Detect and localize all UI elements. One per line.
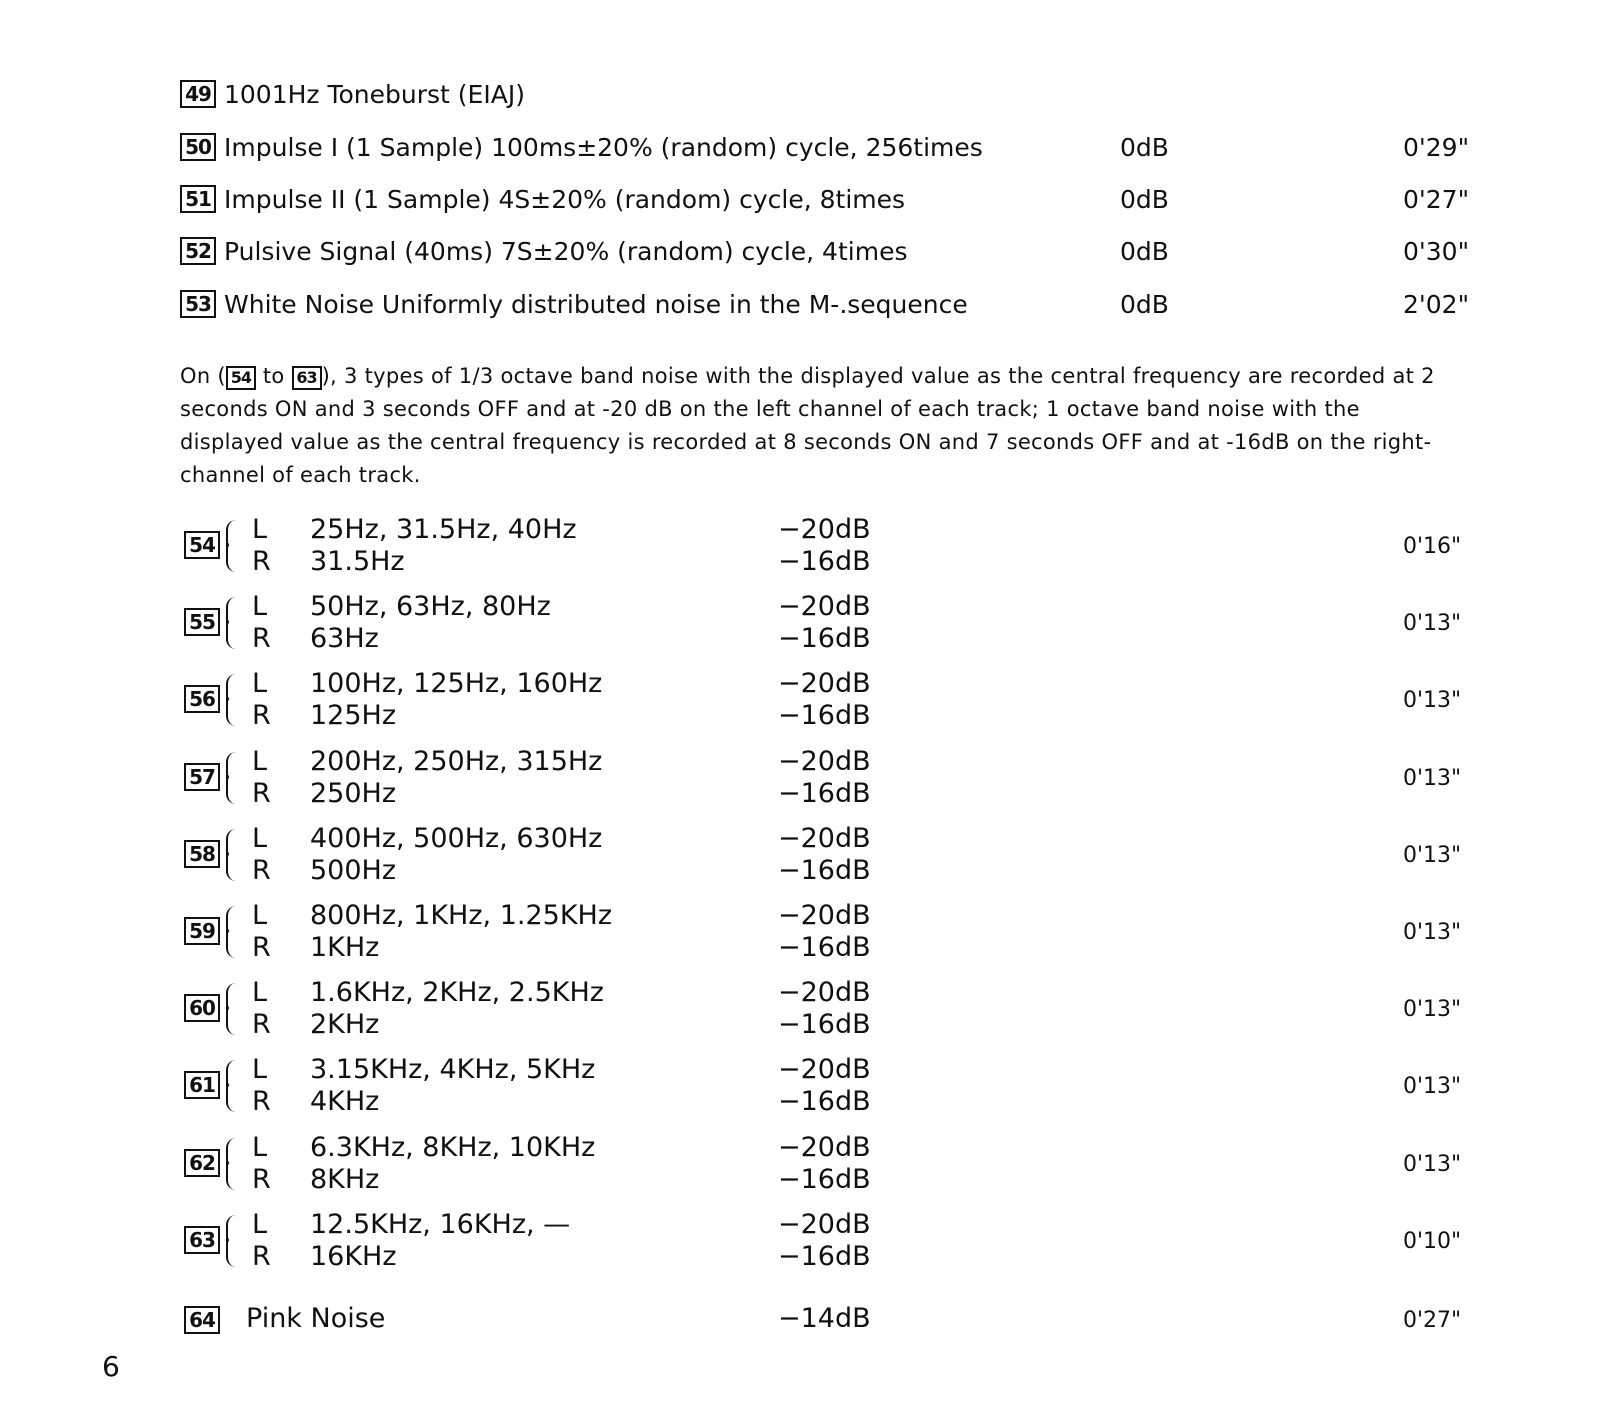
right-level: −16dB (778, 1086, 871, 1117)
track-number: 64 (184, 1306, 220, 1334)
track-number: 51 (180, 185, 216, 213)
band-item-59 (180, 900, 1460, 966)
right-level: −16dB (778, 1009, 871, 1040)
track-duration: 0'30" (1403, 237, 1470, 266)
track-ref-start: 54 (226, 366, 256, 390)
right-level: −16dB (778, 700, 871, 731)
right-level: −16dB (778, 546, 871, 577)
track-ref-end: 63 (292, 366, 322, 390)
left-frequencies: 800Hz, 1KHz, 1.25KHz (310, 900, 612, 931)
band-item-56 (180, 668, 1460, 734)
track-description: 1001Hz Toneburst (EIAJ) (224, 80, 525, 109)
left-channel-label: L (252, 977, 268, 1008)
right-frequency: 500Hz (310, 855, 397, 886)
right-level: −16dB (778, 1241, 871, 1272)
left-channel-label: L (252, 514, 268, 545)
track-number: 52 (180, 237, 216, 265)
left-channel-label: L (252, 900, 268, 931)
right-channel-label: R (252, 1009, 271, 1040)
track-number: 50 (180, 133, 216, 161)
track-number: 62 (184, 1149, 220, 1177)
brace-icon (226, 906, 236, 958)
track-duration: 0'13" (1403, 1074, 1462, 1099)
right-channel-label: R (252, 778, 271, 809)
band-item-62 (180, 1132, 1460, 1198)
track-description: Pink Noise (246, 1303, 386, 1334)
left-frequencies: 25Hz, 31.5Hz, 40Hz (310, 514, 577, 545)
left-channel-label: L (252, 591, 268, 622)
left-frequencies: 1.6KHz, 2KHz, 2.5KHz (310, 977, 604, 1008)
track-duration: 0'13" (1403, 920, 1462, 945)
left-frequencies: 200Hz, 250Hz, 315Hz (310, 746, 603, 777)
left-level: −20dB (778, 900, 871, 931)
track-number: 61 (184, 1071, 220, 1099)
track-number: 58 (184, 840, 220, 868)
left-level: −20dB (778, 591, 871, 622)
band-item-63 (180, 1209, 1460, 1275)
right-frequency: 250Hz (310, 778, 397, 809)
left-frequencies: 100Hz, 125Hz, 160Hz (310, 668, 603, 699)
right-level: −16dB (778, 1164, 871, 1195)
right-channel-label: R (252, 1241, 271, 1272)
track-duration: 2'02" (1403, 290, 1470, 319)
track-level: −14dB (778, 1303, 871, 1334)
paragraph-text: ), 3 types of 1/3 octave band noise with the displayed value as the central frequency are recorded at 2 seconds ON and 3 seconds OFF and at -20 dB on the left channel of each track; 1 octave band noise with the displayed value as the central frequency is recorded at 8 seconds ON and 7 seconds OFF and at -16dB on the right-channel of each track. (180, 364, 1435, 487)
left-level: −20dB (778, 1054, 871, 1085)
track-number: 60 (184, 994, 220, 1022)
track-level: 0dB (1120, 185, 1169, 214)
right-frequency: 125Hz (310, 700, 397, 731)
brace-icon (226, 1215, 236, 1267)
brace-icon (226, 674, 236, 726)
right-frequency: 31.5Hz (310, 546, 405, 577)
track-number: 49 (180, 80, 216, 108)
track-description: White Noise Uniformly distributed noise in the M-.sequence (224, 290, 968, 319)
right-channel-label: R (252, 1086, 271, 1117)
track-number: 57 (184, 763, 220, 791)
track-duration: 0'13" (1403, 688, 1462, 713)
brace-icon (226, 829, 236, 881)
track-item-51 (180, 183, 1470, 217)
track-level: 0dB (1120, 237, 1169, 266)
page-number: 6 (102, 1350, 120, 1383)
track-description: Impulse II (1 Sample) 4S±20% (random) cycle, 8times (224, 185, 906, 214)
right-channel-label: R (252, 1164, 271, 1195)
track-number: 59 (184, 917, 220, 945)
left-channel-label: L (252, 1209, 268, 1240)
right-channel-label: R (252, 700, 271, 731)
track-duration: 0'13" (1403, 1152, 1462, 1177)
right-frequency: 63Hz (310, 623, 379, 654)
band-item-61 (180, 1054, 1460, 1120)
brace-icon (226, 752, 236, 804)
left-level: −20dB (778, 1209, 871, 1240)
left-level: −20dB (778, 668, 871, 699)
track-description: Pulsive Signal (40ms) 7S±20% (random) cycle, 4times (224, 237, 908, 266)
track-level: 0dB (1120, 290, 1169, 319)
left-frequencies: 400Hz, 500Hz, 630Hz (310, 823, 603, 854)
track-number: 56 (184, 685, 220, 713)
right-channel-label: R (252, 546, 271, 577)
left-frequencies: 12.5KHz, 16KHz, — (310, 1209, 571, 1240)
brace-icon (226, 1138, 236, 1190)
left-level: −20dB (778, 823, 871, 854)
track-duration: 0'10" (1403, 1229, 1462, 1254)
track-duration: 0'13" (1403, 843, 1462, 868)
track-duration: 0'29" (1403, 133, 1470, 162)
left-level: −20dB (778, 514, 871, 545)
band-item-58 (180, 823, 1460, 889)
paragraph-prefix: On ( (180, 364, 226, 388)
explanation-paragraph (180, 360, 1440, 492)
brace-icon (226, 1060, 236, 1112)
brace-icon (226, 983, 236, 1035)
right-level: −16dB (778, 932, 871, 963)
track-duration: 0'27" (1403, 185, 1470, 214)
left-frequencies: 50Hz, 63Hz, 80Hz (310, 591, 551, 622)
track-number: 54 (184, 531, 220, 559)
right-level: −16dB (778, 778, 871, 809)
track-number: 53 (180, 290, 216, 318)
left-channel-label: L (252, 1054, 268, 1085)
track-number: 63 (184, 1226, 220, 1254)
left-frequencies: 3.15KHz, 4KHz, 5KHz (310, 1054, 596, 1085)
right-frequency: 16KHz (310, 1241, 397, 1272)
paragraph-middle: to (255, 364, 292, 388)
right-channel-label: R (252, 623, 271, 654)
right-level: −16dB (778, 623, 871, 654)
left-level: −20dB (778, 1132, 871, 1163)
track-description: Impulse I (1 Sample) 100ms±20% (random) cycle, 256times (224, 133, 983, 162)
left-frequencies: 6.3KHz, 8KHz, 10KHz (310, 1132, 596, 1163)
band-item-60 (180, 977, 1460, 1043)
left-level: −20dB (778, 746, 871, 777)
right-frequency: 1KHz (310, 932, 380, 963)
track-item-50 (180, 131, 1470, 165)
left-channel-label: L (252, 746, 268, 777)
left-channel-label: L (252, 823, 268, 854)
track-level: 0dB (1120, 133, 1169, 162)
right-frequency: 4KHz (310, 1086, 380, 1117)
track-item-49 (180, 78, 1460, 112)
band-item-57 (180, 746, 1460, 812)
left-channel-label: L (252, 668, 268, 699)
track-duration: 0'16" (1403, 534, 1462, 559)
track-item-52 (180, 235, 1470, 269)
right-frequency: 2KHz (310, 1009, 380, 1040)
left-level: −20dB (778, 977, 871, 1008)
band-item-54 (180, 514, 1460, 580)
track-item-53 (180, 288, 1470, 322)
track-duration: 0'13" (1403, 611, 1462, 636)
track-duration: 0'27" (1403, 1308, 1462, 1333)
track-number: 55 (184, 608, 220, 636)
brace-icon (226, 520, 236, 572)
brace-icon (226, 597, 236, 649)
track-item-64 (180, 1302, 1460, 1338)
track-duration: 0'13" (1403, 766, 1462, 791)
right-channel-label: R (252, 855, 271, 886)
left-channel-label: L (252, 1132, 268, 1163)
band-item-55 (180, 591, 1460, 657)
right-level: −16dB (778, 855, 871, 886)
track-duration: 0'13" (1403, 997, 1462, 1022)
right-frequency: 8KHz (310, 1164, 380, 1195)
right-channel-label: R (252, 932, 271, 963)
